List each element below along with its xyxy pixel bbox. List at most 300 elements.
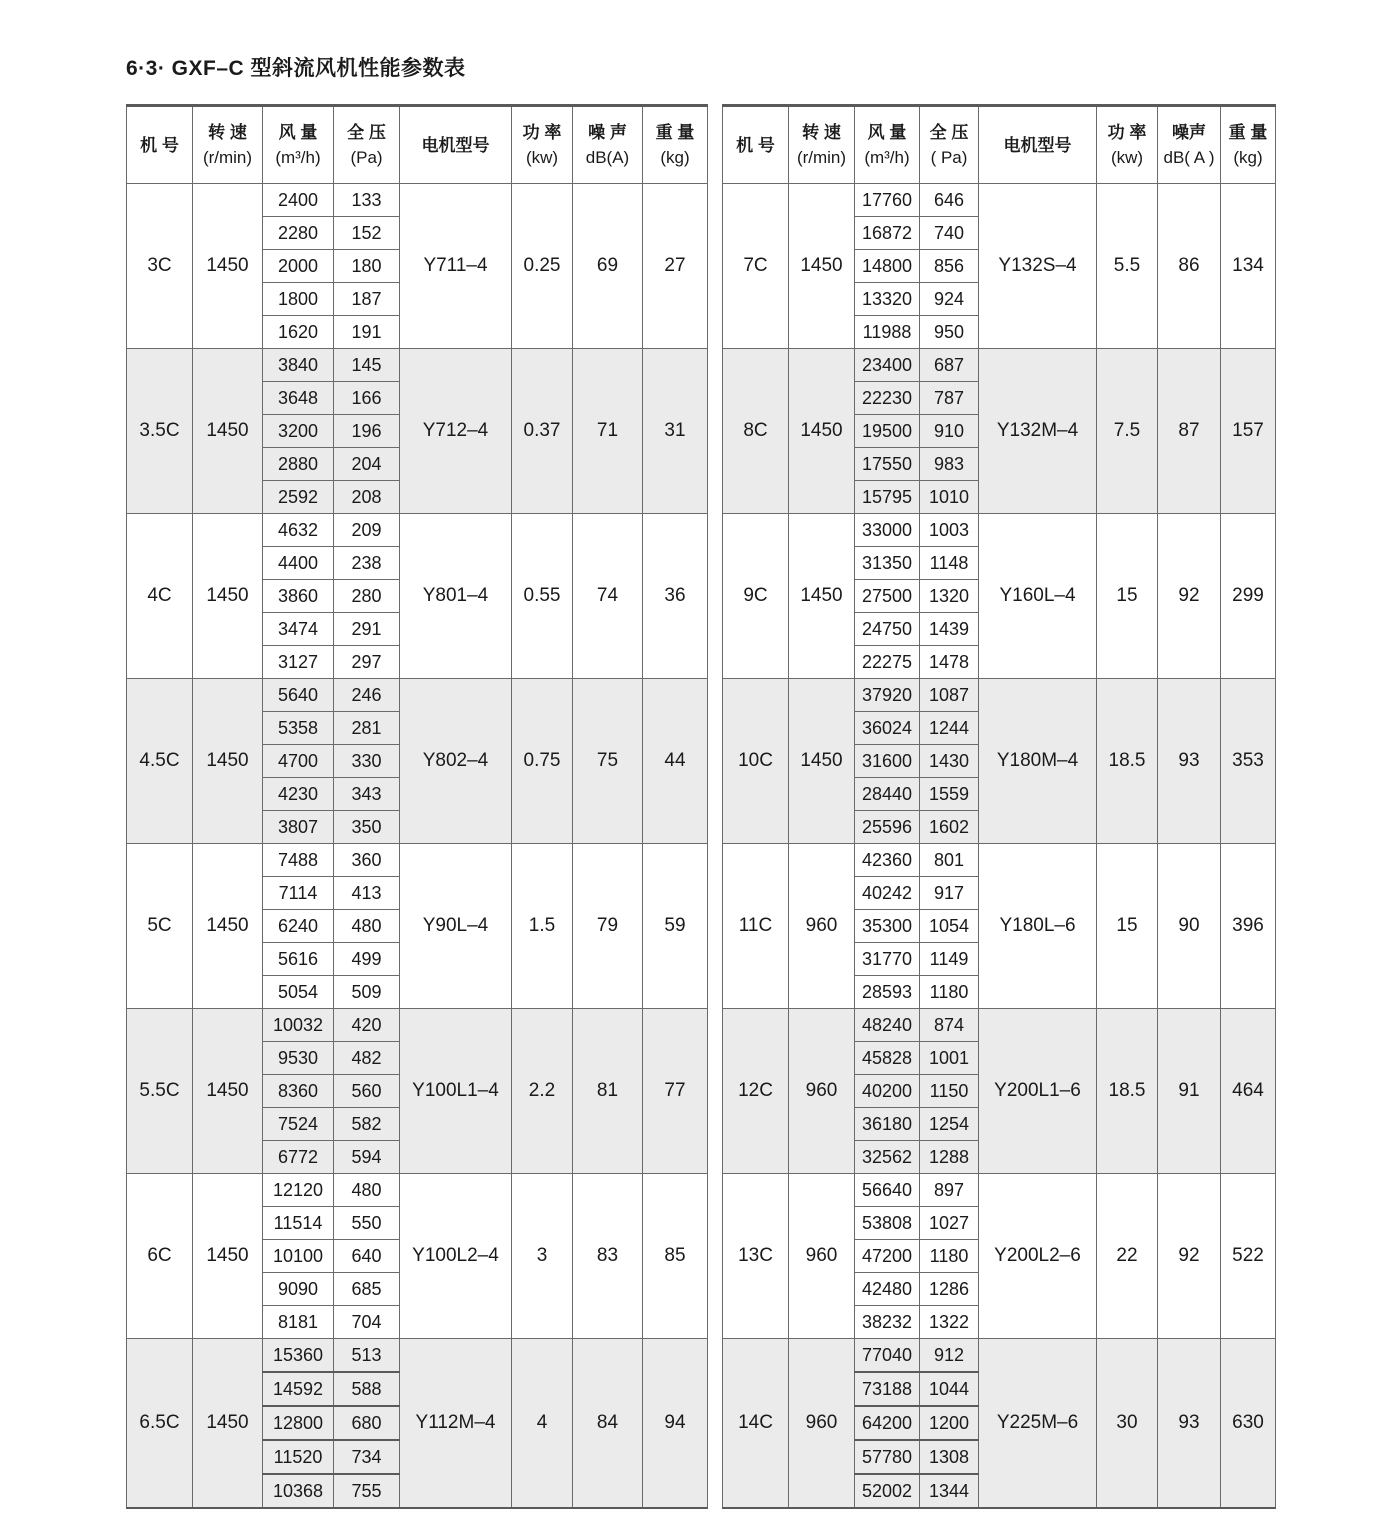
flow-cell: 11988 xyxy=(855,316,920,349)
motor-cell: Y180L–6 xyxy=(979,844,1097,1009)
table-row xyxy=(127,679,708,712)
pressure-cell: 1478 xyxy=(920,646,979,679)
header-label: 机 号 xyxy=(736,135,775,155)
pressure-cell: 1200 xyxy=(920,1406,979,1440)
pressure-cell: 350 xyxy=(334,811,400,844)
header-unit: (kw) xyxy=(525,148,559,167)
header-label: 重 量 xyxy=(655,123,695,142)
pressure-cell: 1286 xyxy=(920,1273,979,1306)
flow-cell: 25596 xyxy=(855,811,920,844)
pressure-cell: 480 xyxy=(334,1174,400,1207)
header-label: 转 速 xyxy=(802,123,841,142)
motor-cell: Y100L1–4 xyxy=(400,1009,512,1174)
flow-cell: 4230 xyxy=(263,778,334,811)
motor-cell: Y200L1–6 xyxy=(979,1009,1097,1174)
flow-cell: 10368 xyxy=(263,1474,334,1508)
pressure-cell: 145 xyxy=(334,349,400,382)
header-motor xyxy=(400,106,512,184)
flow-cell: 31600 xyxy=(855,745,920,778)
flow-cell: 16872 xyxy=(855,217,920,250)
flow-cell: 27500 xyxy=(855,580,920,613)
header-label: 风 量 xyxy=(278,123,318,142)
header-label: 转 速 xyxy=(208,123,247,142)
pressure-cell: 1180 xyxy=(920,976,979,1009)
header-label: 噪声 xyxy=(1172,123,1206,142)
model-cell: 9C xyxy=(723,514,789,679)
header-label: 噪 声 xyxy=(588,123,627,142)
model-cell: 4.5C xyxy=(127,679,193,844)
speed-cell: 1450 xyxy=(193,1174,263,1339)
power-cell: 0.75 xyxy=(512,679,573,844)
noise-cell: 90 xyxy=(1158,844,1221,1009)
speed-cell: 1450 xyxy=(789,184,855,349)
flow-cell: 47200 xyxy=(855,1240,920,1273)
pressure-cell: 917 xyxy=(920,877,979,910)
pressure-cell: 755 xyxy=(334,1474,400,1508)
noise-cell: 93 xyxy=(1158,679,1221,844)
pressure-cell: 924 xyxy=(920,283,979,316)
pressure-cell: 740 xyxy=(920,217,979,250)
weight-cell: 27 xyxy=(643,184,708,349)
flow-cell: 48240 xyxy=(855,1009,920,1042)
flow-cell: 3860 xyxy=(263,580,334,613)
pressure-cell: 1054 xyxy=(920,910,979,943)
weight-cell: 77 xyxy=(643,1009,708,1174)
noise-cell: 86 xyxy=(1158,184,1221,349)
power-cell: 0.25 xyxy=(512,184,573,349)
flow-cell: 42480 xyxy=(855,1273,920,1306)
model-cell: 6.5C xyxy=(127,1339,193,1509)
flow-cell: 36024 xyxy=(855,712,920,745)
flow-cell: 3807 xyxy=(263,811,334,844)
motor-cell: Y225M–6 xyxy=(979,1339,1097,1509)
table-row xyxy=(723,349,1276,382)
speed-cell: 1450 xyxy=(193,1009,263,1174)
header-weight xyxy=(643,106,708,184)
header-speed xyxy=(193,106,263,184)
noise-cell: 69 xyxy=(573,184,643,349)
speed-cell: 1450 xyxy=(193,1339,263,1509)
pressure-cell: 187 xyxy=(334,283,400,316)
motor-cell: Y100L2–4 xyxy=(400,1174,512,1339)
pressure-cell: 1322 xyxy=(920,1306,979,1339)
pressure-cell: 1149 xyxy=(920,943,979,976)
pressure-cell: 856 xyxy=(920,250,979,283)
flow-cell: 36180 xyxy=(855,1108,920,1141)
table-row xyxy=(127,184,708,217)
speed-cell: 1450 xyxy=(193,844,263,1009)
header-unit: dB(A) xyxy=(585,148,630,167)
weight-cell: 299 xyxy=(1221,514,1276,679)
pressure-cell: 1320 xyxy=(920,580,979,613)
header-pressure xyxy=(920,106,979,184)
weight-cell: 44 xyxy=(643,679,708,844)
pressure-cell: 360 xyxy=(334,844,400,877)
weight-cell: 396 xyxy=(1221,844,1276,1009)
model-cell: 14C xyxy=(723,1339,789,1509)
speed-cell: 960 xyxy=(789,1009,855,1174)
speed-cell: 1450 xyxy=(193,679,263,844)
pressure-cell: 582 xyxy=(334,1108,400,1141)
pressure-cell: 910 xyxy=(920,415,979,448)
flow-cell: 40242 xyxy=(855,877,920,910)
pressure-cell: 291 xyxy=(334,613,400,646)
pressure-cell: 685 xyxy=(334,1273,400,1306)
weight-cell: 85 xyxy=(643,1174,708,1339)
table-row xyxy=(127,844,708,877)
flow-cell: 3200 xyxy=(263,415,334,448)
flow-cell: 73188 xyxy=(855,1372,920,1406)
table-row xyxy=(127,349,708,382)
pressure-cell: 1344 xyxy=(920,1474,979,1508)
flow-cell: 2280 xyxy=(263,217,334,250)
flow-cell: 57780 xyxy=(855,1440,920,1474)
header-weight xyxy=(1221,106,1276,184)
flow-cell: 32562 xyxy=(855,1141,920,1174)
pressure-cell: 1254 xyxy=(920,1108,979,1141)
header-unit: (kw) xyxy=(1110,148,1144,167)
pressure-cell: 509 xyxy=(334,976,400,1009)
header-model xyxy=(127,106,193,184)
speed-cell: 1450 xyxy=(789,514,855,679)
pressure-cell: 897 xyxy=(920,1174,979,1207)
table-row xyxy=(723,514,1276,547)
flow-cell: 28440 xyxy=(855,778,920,811)
pressure-cell: 1559 xyxy=(920,778,979,811)
flow-cell: 64200 xyxy=(855,1406,920,1440)
header-label: 全 压 xyxy=(929,123,969,142)
flow-cell: 77040 xyxy=(855,1339,920,1373)
pressure-cell: 687 xyxy=(920,349,979,382)
pressure-cell: 297 xyxy=(334,646,400,679)
noise-cell: 84 xyxy=(573,1339,643,1509)
pressure-cell: 499 xyxy=(334,943,400,976)
header-unit: (Pa) xyxy=(350,148,383,167)
flow-cell: 4632 xyxy=(263,514,334,547)
power-cell: 18.5 xyxy=(1097,1009,1158,1174)
pressure-cell: 704 xyxy=(334,1306,400,1339)
power-cell: 0.37 xyxy=(512,349,573,514)
flow-cell: 45828 xyxy=(855,1042,920,1075)
pressure-cell: 1150 xyxy=(920,1075,979,1108)
pressure-cell: 734 xyxy=(334,1440,400,1474)
pressure-cell: 1308 xyxy=(920,1440,979,1474)
power-cell: 18.5 xyxy=(1097,679,1158,844)
table-row xyxy=(127,514,708,547)
pressure-cell: 191 xyxy=(334,316,400,349)
header-flow xyxy=(855,106,920,184)
pressure-cell: 801 xyxy=(920,844,979,877)
model-cell: 11C xyxy=(723,844,789,1009)
pressure-cell: 1003 xyxy=(920,514,979,547)
pressure-cell: 420 xyxy=(334,1009,400,1042)
pressure-cell: 330 xyxy=(334,745,400,778)
flow-cell: 10100 xyxy=(263,1240,334,1273)
model-cell: 3C xyxy=(127,184,193,349)
flow-cell: 4700 xyxy=(263,745,334,778)
speed-cell: 960 xyxy=(789,844,855,1009)
pressure-cell: 133 xyxy=(334,184,400,217)
pressure-cell: 588 xyxy=(334,1372,400,1406)
header-unit: (m³/h) xyxy=(275,148,321,167)
motor-cell: Y112M–4 xyxy=(400,1339,512,1509)
model-cell: 6C xyxy=(127,1174,193,1339)
pressure-cell: 1288 xyxy=(920,1141,979,1174)
pressure-cell: 1027 xyxy=(920,1207,979,1240)
table-row xyxy=(723,1009,1276,1042)
pressure-cell: 196 xyxy=(334,415,400,448)
pressure-cell: 281 xyxy=(334,712,400,745)
flow-cell: 15360 xyxy=(263,1339,334,1373)
header-label: 全 压 xyxy=(347,123,386,142)
flow-cell: 3840 xyxy=(263,349,334,382)
pressure-cell: 1001 xyxy=(920,1042,979,1075)
header-pressure xyxy=(334,106,400,184)
flow-cell: 19500 xyxy=(855,415,920,448)
flow-cell: 2592 xyxy=(263,481,334,514)
flow-cell: 9530 xyxy=(263,1042,334,1075)
pressure-cell: 513 xyxy=(334,1339,400,1373)
pressure-cell: 1087 xyxy=(920,679,979,712)
flow-cell: 40200 xyxy=(855,1075,920,1108)
performance-table-left xyxy=(126,104,708,1509)
flow-cell: 12120 xyxy=(263,1174,334,1207)
flow-cell: 7524 xyxy=(263,1108,334,1141)
flow-cell: 33000 xyxy=(855,514,920,547)
pressure-cell: 640 xyxy=(334,1240,400,1273)
weight-cell: 464 xyxy=(1221,1009,1276,1174)
flow-cell: 22230 xyxy=(855,382,920,415)
flow-cell: 2000 xyxy=(263,250,334,283)
power-cell: 1.5 xyxy=(512,844,573,1009)
motor-cell: Y712–4 xyxy=(400,349,512,514)
motor-cell: Y160L–4 xyxy=(979,514,1097,679)
header-row xyxy=(723,106,1276,184)
weight-cell: 36 xyxy=(643,514,708,679)
table-row xyxy=(127,1174,708,1207)
flow-cell: 8181 xyxy=(263,1306,334,1339)
pressure-cell: 482 xyxy=(334,1042,400,1075)
pressure-cell: 480 xyxy=(334,910,400,943)
flow-cell: 53808 xyxy=(855,1207,920,1240)
motor-cell: Y200L2–6 xyxy=(979,1174,1097,1339)
header-speed xyxy=(789,106,855,184)
header-noise xyxy=(1158,106,1221,184)
flow-cell: 11514 xyxy=(263,1207,334,1240)
header-label: 功 率 xyxy=(1107,123,1147,142)
pressure-cell: 152 xyxy=(334,217,400,250)
flow-cell: 38232 xyxy=(855,1306,920,1339)
pressure-cell: 1148 xyxy=(920,547,979,580)
flow-cell: 3474 xyxy=(263,613,334,646)
flow-cell: 8360 xyxy=(263,1075,334,1108)
speed-cell: 1450 xyxy=(193,349,263,514)
flow-cell: 35300 xyxy=(855,910,920,943)
flow-cell: 24750 xyxy=(855,613,920,646)
noise-cell: 92 xyxy=(1158,1174,1221,1339)
weight-cell: 134 xyxy=(1221,184,1276,349)
pressure-cell: 1602 xyxy=(920,811,979,844)
table-row xyxy=(723,679,1276,712)
noise-cell: 92 xyxy=(1158,514,1221,679)
flow-cell: 52002 xyxy=(855,1474,920,1508)
weight-cell: 522 xyxy=(1221,1174,1276,1339)
pressure-cell: 209 xyxy=(334,514,400,547)
header-model xyxy=(723,106,789,184)
weight-cell: 94 xyxy=(643,1339,708,1509)
model-cell: 5.5C xyxy=(127,1009,193,1174)
flow-cell: 11520 xyxy=(263,1440,334,1474)
table-row xyxy=(127,1009,708,1042)
header-noise xyxy=(573,106,643,184)
pressure-cell: 180 xyxy=(334,250,400,283)
pressure-cell: 1430 xyxy=(920,745,979,778)
model-cell: 10C xyxy=(723,679,789,844)
pressure-cell: 1044 xyxy=(920,1372,979,1406)
power-cell: 5.5 xyxy=(1097,184,1158,349)
noise-cell: 87 xyxy=(1158,349,1221,514)
flow-cell: 1800 xyxy=(263,283,334,316)
power-cell: 0.55 xyxy=(512,514,573,679)
flow-cell: 6240 xyxy=(263,910,334,943)
pressure-cell: 413 xyxy=(334,877,400,910)
pressure-cell: 204 xyxy=(334,448,400,481)
header-row xyxy=(127,106,708,184)
power-cell: 4 xyxy=(512,1339,573,1509)
pressure-cell: 1180 xyxy=(920,1240,979,1273)
table-row xyxy=(723,1339,1276,1373)
flow-cell: 17550 xyxy=(855,448,920,481)
motor-cell: Y90L–4 xyxy=(400,844,512,1009)
pressure-cell: 246 xyxy=(334,679,400,712)
model-cell: 8C xyxy=(723,349,789,514)
pressure-cell: 646 xyxy=(920,184,979,217)
speed-cell: 1450 xyxy=(789,679,855,844)
header-unit: (r/min) xyxy=(796,148,847,167)
speed-cell: 960 xyxy=(789,1174,855,1339)
flow-cell: 22275 xyxy=(855,646,920,679)
weight-cell: 630 xyxy=(1221,1339,1276,1509)
flow-cell: 23400 xyxy=(855,349,920,382)
flow-cell: 12800 xyxy=(263,1406,334,1440)
flow-cell: 6772 xyxy=(263,1141,334,1174)
weight-cell: 157 xyxy=(1221,349,1276,514)
pressure-cell: 1244 xyxy=(920,712,979,745)
model-cell: 3.5C xyxy=(127,349,193,514)
flow-cell: 17760 xyxy=(855,184,920,217)
speed-cell: 960 xyxy=(789,1339,855,1509)
power-cell: 22 xyxy=(1097,1174,1158,1339)
header-unit: (m³/h) xyxy=(864,148,910,167)
power-cell: 15 xyxy=(1097,844,1158,1009)
weight-cell: 59 xyxy=(643,844,708,1009)
model-cell: 5C xyxy=(127,844,193,1009)
header-label: 功 率 xyxy=(522,123,562,142)
table-row xyxy=(723,184,1276,217)
pressure-cell: 343 xyxy=(334,778,400,811)
weight-cell: 353 xyxy=(1221,679,1276,844)
header-label: 重 量 xyxy=(1228,123,1268,142)
flow-cell: 37920 xyxy=(855,679,920,712)
power-cell: 3 xyxy=(512,1174,573,1339)
flow-cell: 31350 xyxy=(855,547,920,580)
flow-cell: 5054 xyxy=(263,976,334,1009)
motor-cell: Y801–4 xyxy=(400,514,512,679)
header-unit: ( Pa) xyxy=(930,148,968,167)
motor-cell: Y802–4 xyxy=(400,679,512,844)
motor-cell: Y132S–4 xyxy=(979,184,1097,349)
flow-cell: 28593 xyxy=(855,976,920,1009)
pressure-cell: 208 xyxy=(334,481,400,514)
power-cell: 2.2 xyxy=(512,1009,573,1174)
noise-cell: 83 xyxy=(573,1174,643,1339)
header-unit: dB( A ) xyxy=(1163,148,1215,167)
performance-table-right xyxy=(722,104,1276,1509)
flow-cell: 2400 xyxy=(263,184,334,217)
motor-cell: Y711–4 xyxy=(400,184,512,349)
flow-cell: 5358 xyxy=(263,712,334,745)
header-label: 风 量 xyxy=(867,123,907,142)
flow-cell: 7114 xyxy=(263,877,334,910)
model-cell: 4C xyxy=(127,514,193,679)
table-body xyxy=(127,184,708,1509)
pressure-cell: 787 xyxy=(920,382,979,415)
noise-cell: 71 xyxy=(573,349,643,514)
noise-cell: 93 xyxy=(1158,1339,1221,1509)
pressure-cell: 1010 xyxy=(920,481,979,514)
flow-cell: 56640 xyxy=(855,1174,920,1207)
header-flow xyxy=(263,106,334,184)
pressure-cell: 560 xyxy=(334,1075,400,1108)
flow-cell: 5616 xyxy=(263,943,334,976)
flow-cell: 5640 xyxy=(263,679,334,712)
header-power xyxy=(1097,106,1158,184)
power-cell: 15 xyxy=(1097,514,1158,679)
flow-cell: 1620 xyxy=(263,316,334,349)
flow-cell: 14800 xyxy=(855,250,920,283)
pressure-cell: 238 xyxy=(334,547,400,580)
speed-cell: 1450 xyxy=(789,349,855,514)
table-row xyxy=(127,1339,708,1373)
table-row xyxy=(723,1174,1276,1207)
power-cell: 30 xyxy=(1097,1339,1158,1509)
pressure-cell: 874 xyxy=(920,1009,979,1042)
noise-cell: 75 xyxy=(573,679,643,844)
flow-cell: 9090 xyxy=(263,1273,334,1306)
header-unit: (kg) xyxy=(660,148,690,167)
speed-cell: 1450 xyxy=(193,184,263,349)
flow-cell: 31770 xyxy=(855,943,920,976)
power-cell: 7.5 xyxy=(1097,349,1158,514)
pressure-cell: 594 xyxy=(334,1141,400,1174)
pressure-cell: 680 xyxy=(334,1406,400,1440)
noise-cell: 91 xyxy=(1158,1009,1221,1174)
header-unit: (r/min) xyxy=(202,148,253,167)
flow-cell: 3648 xyxy=(263,382,334,415)
motor-cell: Y180M–4 xyxy=(979,679,1097,844)
speed-cell: 1450 xyxy=(193,514,263,679)
header-power xyxy=(512,106,573,184)
pressure-cell: 912 xyxy=(920,1339,979,1373)
flow-cell: 2880 xyxy=(263,448,334,481)
pressure-cell: 983 xyxy=(920,448,979,481)
flow-cell: 4400 xyxy=(263,547,334,580)
flow-cell: 3127 xyxy=(263,646,334,679)
page-title: 6·3· GXF–C 型斜流风机性能参数表 xyxy=(126,57,466,80)
motor-cell: Y132M–4 xyxy=(979,349,1097,514)
model-cell: 7C xyxy=(723,184,789,349)
noise-cell: 74 xyxy=(573,514,643,679)
